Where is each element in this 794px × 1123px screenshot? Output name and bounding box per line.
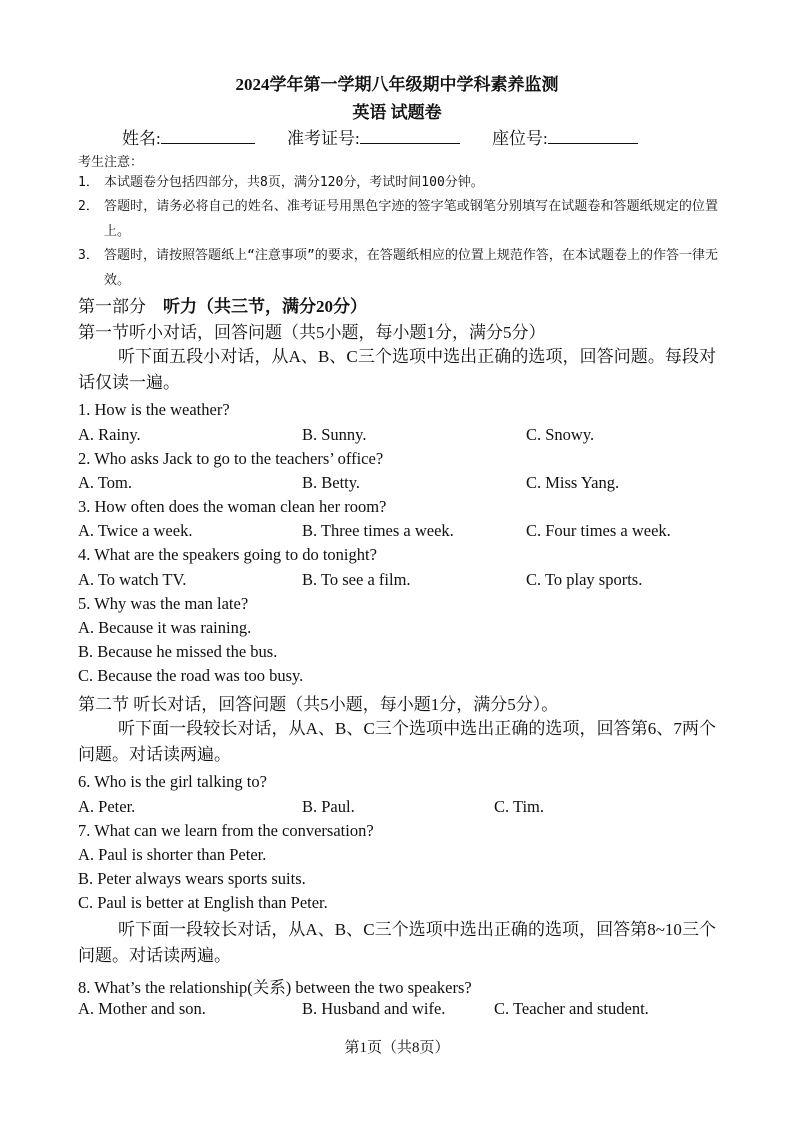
question-1: 1. How is the weather? bbox=[78, 400, 230, 419]
q4-option-b[interactable]: B. To see a film. bbox=[302, 570, 411, 589]
student-info-row bbox=[122, 124, 666, 149]
q7-option-a[interactable]: A. Paul is shorter than Peter. bbox=[78, 845, 267, 864]
q5-option-a[interactable]: A. Because it was raining. bbox=[78, 618, 252, 637]
note-text: 答题时，请按照答题纸上“注意事项”的要求，在答题纸相应的位置上规范作答，在本试题卷上的作答一律无效。 bbox=[104, 248, 718, 288]
q7-option-c[interactable]: C. Paul is better at English than Peter. bbox=[78, 893, 328, 912]
q2-option-b[interactable]: B. Betty. bbox=[302, 473, 361, 492]
note-number: 1． bbox=[78, 175, 99, 190]
q6-option-a[interactable]: A. Peter. bbox=[78, 797, 136, 816]
note-item bbox=[78, 170, 718, 195]
q1-option-c[interactable]: C. Snowy. bbox=[526, 425, 595, 444]
q6-option-b[interactable]: B. Paul. bbox=[302, 797, 355, 816]
note-number: 3． bbox=[78, 248, 99, 263]
note-number: 2． bbox=[78, 199, 99, 214]
q1-option-a[interactable]: A. Rainy. bbox=[78, 425, 141, 444]
question-3: 3. How often does the woman clean her room? bbox=[78, 497, 387, 516]
exam-subtitle: 英语 试题卷 bbox=[352, 103, 442, 122]
question-7: 7. What can we learn from the conversation? bbox=[78, 821, 374, 840]
note-text: 本试题卷分包括四部分，共8页，满分120分，考试时间100分钟。 bbox=[104, 175, 484, 190]
q3-option-a[interactable]: A. Twice a week. bbox=[78, 521, 193, 540]
part-label: 第一部分 bbox=[78, 297, 146, 316]
question-5: 5. Why was the man late? bbox=[78, 594, 249, 613]
question-8: 8. What’s the relationship(关系) between the two speakers? bbox=[78, 978, 472, 997]
q3-option-b[interactable]: B. Three times a week. bbox=[302, 521, 454, 540]
question-6: 6. Who is the girl talking to? bbox=[78, 772, 267, 791]
section2-title: 第二节 听长对话，回答问题（共5小题，每小题1分，满分5分）。 bbox=[78, 695, 559, 714]
q6-option-c[interactable]: C. Tim. bbox=[494, 797, 544, 816]
exam-no-blank[interactable] bbox=[360, 127, 460, 144]
q8-option-c[interactable]: C. Teacher and student. bbox=[494, 999, 649, 1018]
part-heading bbox=[78, 292, 367, 317]
note-item bbox=[78, 194, 718, 244]
note-item bbox=[78, 243, 718, 293]
section1-instruction: 听下面五段小对话，从A、B、C三个选项中选出正确的选项，回答问题。每段对话仅读一遍。 bbox=[78, 347, 716, 392]
section2-instruction-2: 听下面一段较长对话，从A、B、C三个选项中选出正确的选项，回答第8~10三个问题。对话读两遍。 bbox=[78, 920, 716, 965]
q5-option-c[interactable]: C. Because the road was too busy. bbox=[78, 666, 304, 685]
notes-heading: 考生注意： bbox=[78, 155, 144, 170]
question-4: 4. What are the speakers going to do tonight? bbox=[78, 545, 377, 564]
section1-title: 第一节听小对话，回答问题（共5小题，每小题1分，满分5分） bbox=[78, 323, 546, 342]
q3-option-c[interactable]: C. Four times a week. bbox=[526, 521, 671, 540]
q2-option-a[interactable]: A. Tom. bbox=[78, 473, 133, 492]
exam-no-label: 准考证号: bbox=[286, 129, 360, 148]
question-2: 2. Who asks Jack to go to the teachers’ office? bbox=[78, 449, 384, 468]
seat-label: 座位号: bbox=[491, 129, 548, 148]
section2-instruction-1: 听下面一段较长对话，从A、B、C三个选项中选出正确的选项，回答第6、7两个问题。对话读两遍。 bbox=[78, 719, 716, 764]
q5-option-b[interactable]: B. Because he missed the bus. bbox=[78, 642, 278, 661]
page-number: 第1页（共8页） bbox=[344, 1040, 450, 1056]
q4-option-c[interactable]: C. To play sports. bbox=[526, 570, 643, 589]
q8-option-a[interactable]: A. Mother and son. bbox=[78, 999, 206, 1018]
q7-option-b[interactable]: B. Peter always wears sports suits. bbox=[78, 869, 306, 888]
name-blank[interactable] bbox=[161, 127, 255, 144]
seat-blank[interactable] bbox=[548, 127, 638, 144]
name-label: 姓名: bbox=[122, 129, 161, 148]
q1-option-b[interactable]: B. Sunny. bbox=[302, 425, 367, 444]
exam-title: 2024学年第一学期八年级期中学科素养监测 bbox=[235, 75, 559, 94]
q4-option-a[interactable]: A. To watch TV. bbox=[78, 570, 187, 589]
q2-option-c[interactable]: C. Miss Yang. bbox=[526, 473, 620, 492]
q8-option-b[interactable]: B. Husband and wife. bbox=[302, 999, 446, 1018]
note-text: 答题时，请务必将自己的姓名、准考证号用黑色字迹的签字笔或钢笔分别填写在试题卷和答题纸规定的位置上。 bbox=[104, 199, 718, 239]
part-title: 听力（共三节，满分20分） bbox=[163, 297, 367, 316]
